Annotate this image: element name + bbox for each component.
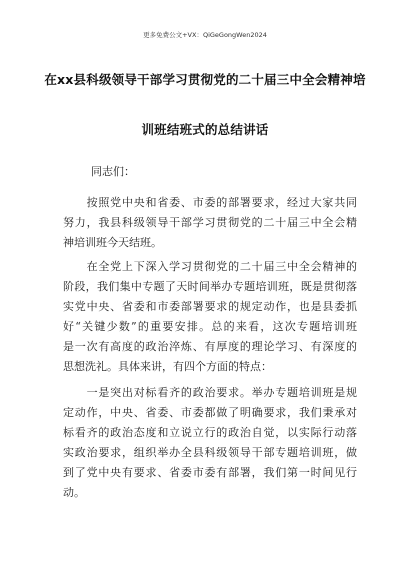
paragraph-2 xyxy=(63,257,357,377)
paragraph-line: 到了党中央有要求、省委市委有部署，我们第一时间见行 xyxy=(63,466,357,479)
paragraph-line: 实政治要求，组织举办全县科级领导干部专题培训班，做 xyxy=(63,446,357,459)
paragraph-line: 动。 xyxy=(63,486,85,499)
paragraph-line: 按照党中央和省委、市委的部署要求，经过大家共同 xyxy=(63,196,357,209)
paragraph-1 xyxy=(63,193,357,253)
paragraph-line: 定动作，中央、省委、市委都做了明确要求，我们秉承对 xyxy=(63,406,357,419)
paragraph-line: 一是突出对标看齐的政治要求。举办专题培训班是规 xyxy=(63,386,357,399)
paragraph-line: 标看齐的政治态度和立说立行的政治自觉，以实际行动落 xyxy=(63,426,357,439)
document-title-line-1: 在xx县科级领导干部学习贯彻党的二十届三中全会精神培 xyxy=(44,72,366,87)
salutation: 同志们： xyxy=(91,165,135,178)
paragraph-line: 思想洗礼。具体来讲，有四个方面的特点： xyxy=(63,360,272,373)
paragraph-line: 神培训班今天结班。 xyxy=(63,236,162,249)
header-note: 更多免费公文+VX：QiGeGongWen2024 xyxy=(143,31,267,39)
paragraph-line: 实党中央、省委和市委部署要求的规定动作，也是县委抓 xyxy=(63,300,357,313)
paragraph-line: 努力，我县科级领导干部学习贯彻党的二十届三中全会精 xyxy=(63,216,357,229)
paragraph-line: 好“关键少数”的重要安排。总的来看，这次专题培训班 xyxy=(63,320,357,333)
paragraph-3 xyxy=(63,383,357,503)
paragraph-line: 是一次有高度的政治淬炼、有厚度的理论学习、有深度的 xyxy=(63,340,357,353)
paragraph-line: 在全党上下深入学习贯彻党的二十届三中全会精神的 xyxy=(63,260,357,273)
document-title-line-2: 训班结班式的总结讲话 xyxy=(141,122,269,137)
paragraph-line: 阶段，我们集中专题了天时间举办专题培训班，既是贯彻落 xyxy=(63,280,357,293)
